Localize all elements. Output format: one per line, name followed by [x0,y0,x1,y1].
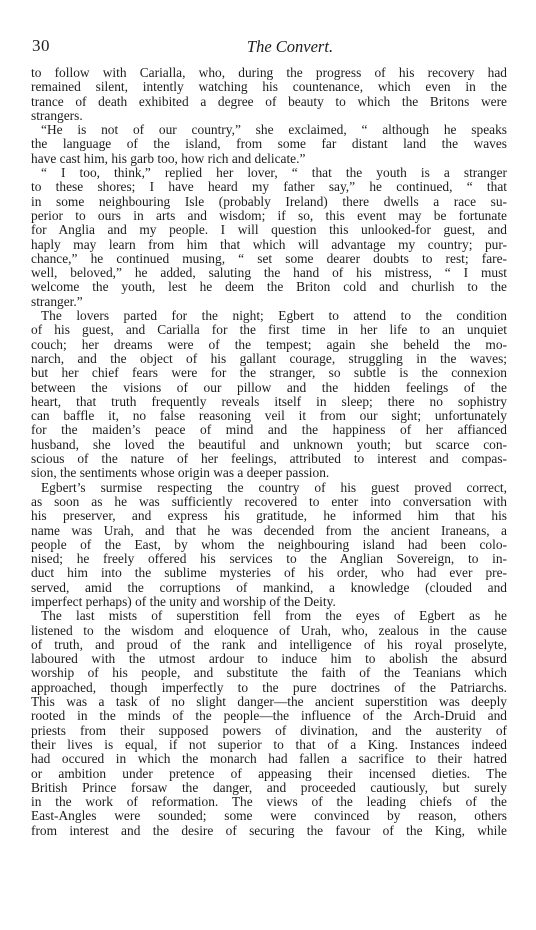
text-line: The lovers parted for the night; Egbert to attend to the condition [41,308,507,324]
text-line: couch; her dreams were of the tempest; again she beheld the mo- [31,336,507,352]
running-title: The Convert. [246,37,334,56]
text-line: or ambition under pretence of appeasing their incensed dieties. The [31,765,507,781]
text-line: strangers. [31,107,83,123]
text-line: but her chief fears were for the stranger, so subtle is the connexion [31,365,507,381]
text-line: of truth, and proud of the rank and intelligence of his royal proselyte, [31,636,507,652]
text-line: duct him into the sublime mysteries of his order, who had ever pre- [31,565,507,581]
text-line: scious of the nature of her feelings, attributed to interest and compas- [31,451,507,467]
text-line: had occured in which the monarch had fallen a sacrifice to their hatred [31,751,507,767]
text-line: in some neighbouring Isle (probably Ireland) there dwells a race su- [31,193,507,209]
text-line: Egbert’s surmise respecting the country of his guest proved correct, [41,479,507,495]
text-line: This was a task of no slight danger—the ancient superstition was deeply [31,694,507,710]
text-line: as soon as he was sufficiently recovered to enter into conversation with [31,493,507,509]
text-line: their lives is equal, if not superior to that of a King. Instances indeed [31,736,507,752]
text-line: between the visions of our pillow and the hidden feelings of the [31,379,507,395]
text-line: East-Angles were sounded; some were convinced by reason, others [31,808,507,824]
text-line: The last mists of superstition fell from the eyes of Egbert as he [41,608,507,624]
text-line: priests from their supposed powers of divination, and the austerity of [31,722,507,738]
text-line: stranger.” [31,293,83,309]
text-line: narch, and the object of his gallant courage, struggling in the waves; [31,350,507,366]
text-line: can baffle it, no false reasoning veil it from our sight; unfortunately [31,408,507,424]
text-line: to these shores; I have heard my father say,” he continued, “ that [31,179,507,195]
text-line: laboured with the utmost ardour to induce him to abolish the absurd [31,651,507,667]
text-line: served, amid the corruptions of mankind, a knowledge (clouded and [31,579,507,595]
text-line: British Prince forsaw the danger, and proceeded cautiously, but surely [31,779,507,795]
text-line: listened to the wisdom and eloquence of Urah, who, zealous in the cause [31,622,507,638]
text-line: from interest and the desire of securing the favour of the King, while [31,822,507,838]
text-line: have cast him, his garb too, how rich and delicate.” [31,150,306,166]
text-line: “ I too, think,” replied her lover, “ that the youth is a stranger [41,165,507,181]
text-line: rooted in the minds of the people—the influence of the Arch-Druid and [31,708,507,724]
text-line: remained silent, intently watching his countenance, which even in the [31,79,507,95]
text-line: sion, the sentiments whose origin was a deeper passion. [31,465,330,481]
text-line: trance of death exhibited a degree of beauty to which the Britons were [31,93,507,109]
text-line: welcome the youth, lest he deem the Briton cold and churlish to the [31,279,507,295]
body-text [31,66,507,838]
text-line: people of the East, by whom the neighbouring island had been colo- [31,536,507,552]
text-line: “He is not of our country,” she exclaimed, “ although he speaks [41,122,507,138]
text-line: approached, though imperfectly to the pure doctrines of the Patriarchs. [31,679,507,695]
text-line: nised; he freely offered his services to the Anglian Sovereign, to in- [31,551,507,567]
page-number: 30 [32,36,50,55]
text-line: husband, she loved the beautiful and unknown youth; but scarce con- [31,436,507,452]
text-line: to follow with Carialla, who, during the progress of his recovery had [31,65,507,80]
text-line: for Anglia and my people. I will question this unlooked-for guest, and [31,222,507,238]
text-line: the language of the island, from some far distant land the waves [31,136,507,152]
text-line: well, beloved,” he added, saluting the hand of his mistress, “ I must [31,265,507,281]
text-line: heart, that truth frequently reveals itself in sleep; there no sophistry [31,393,507,409]
text-line: for the maiden’s peace of mind and the happiness of her affianced [31,422,507,438]
text-line: his preserver, and express his gratitude, he informed him that his [31,508,507,524]
text-line: name was Urah, and that he was decended from the ancient Iraneans, a [31,522,507,538]
text-line: chance,” he continued musing, “ set some dearer doubts to rest; fare- [31,250,507,266]
text-line: of his guest, and Carialla for the first time in her life to an unquiet [31,322,507,338]
text-line: perior to ours in arts and wisdom; if so, this event may be fortunate [31,207,507,223]
text-line: imperfect perhaps) of the unity and worship of the Deity. [31,593,336,609]
text-line: haply may learn from him that which will advantage my country; pur- [31,236,507,252]
text-line: in the work of reformation. The views of the leading chiefs of the [31,794,507,810]
text-line: worship of his people, and substitute the faith of the Teanians which [31,665,507,681]
